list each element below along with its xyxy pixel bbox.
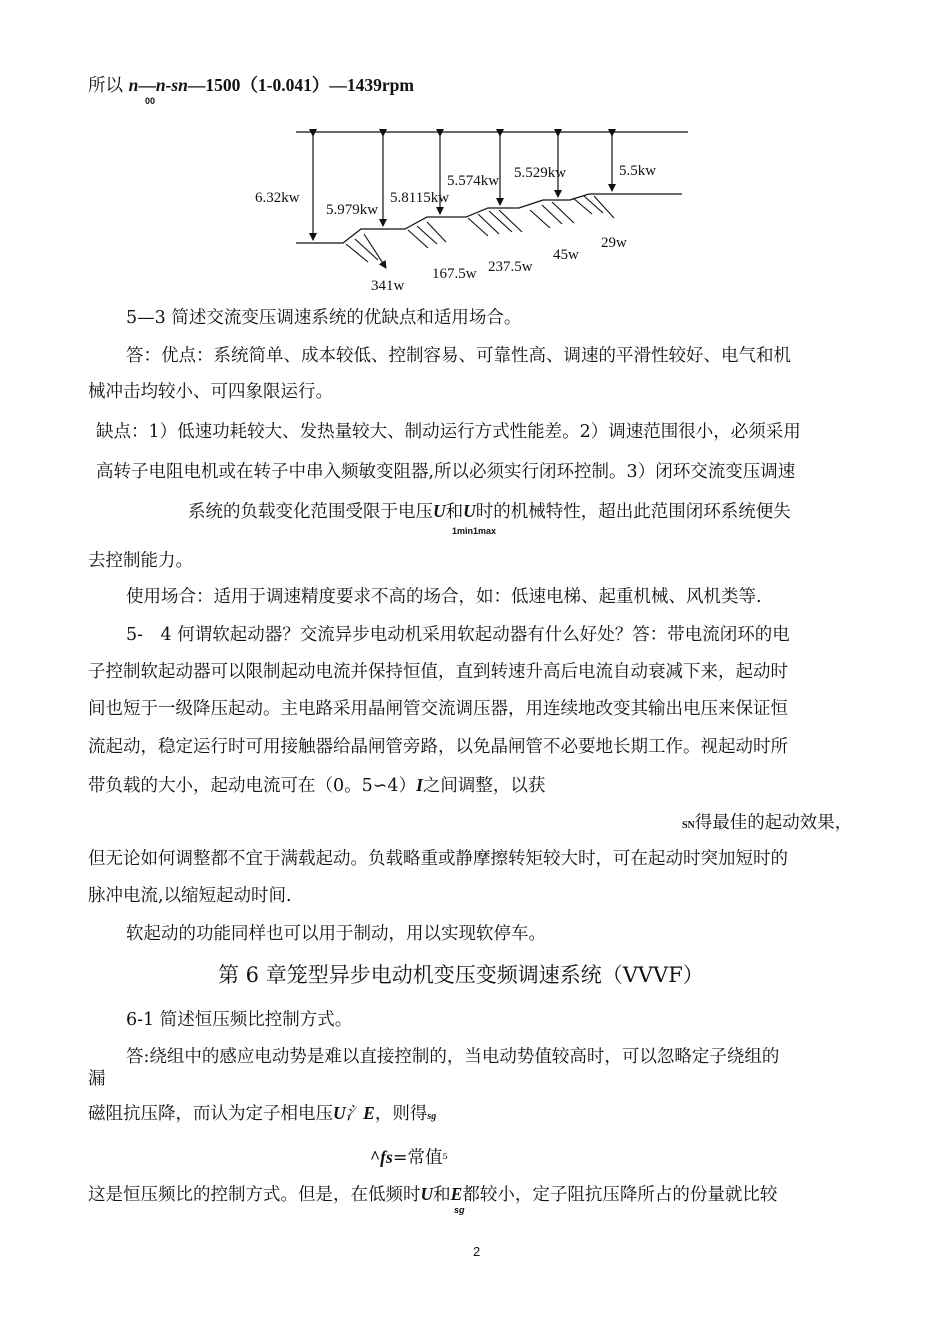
chapter-6-heading: 第 6 章笼型异步电动机变压变频调速系统（VVVF） (218, 963, 704, 987)
ans3-u: U (333, 1103, 346, 1123)
q61-answer-line-1: 答:绕组中的感应电动势是难以直接控制的，当电动势值较高时，可以忽略定子绕组的 (126, 1047, 780, 1067)
formula-minus: - (165, 75, 172, 95)
loss-arrows-29w (573, 196, 614, 218)
label-341w: 341w (371, 278, 405, 294)
dis3-u2: U (463, 501, 476, 521)
page-number: 2 (473, 1244, 481, 1259)
q54-line-5 (88, 773, 545, 798)
label-29w: 29w (601, 235, 627, 251)
label-237.5w: 237.5w (488, 259, 533, 275)
ans3-text-a: 磁阻抗压降，而认为定子相电压 (88, 1104, 333, 1124)
q61-formula (370, 1145, 448, 1172)
formula-sn: sn (171, 75, 188, 95)
q54-line-2: 子控制软起动器可以限制起动电流并保持恒值，直到转速升高后电流自动衰减下来，起动时 (88, 662, 788, 682)
q53-usage: 使用场合：适用于调速精度要求不高的场合，如：低速电梯、起重机械、风机类等. (126, 587, 762, 607)
q54-line5-text-a: 带负载的大小，起动电流可在（0。5∽4） (88, 776, 417, 796)
formula-fs: fs (380, 1147, 393, 1167)
formula-n: n (128, 75, 139, 95)
last-and: 和 (433, 1185, 451, 1205)
loss-arrows-167.5w (408, 222, 446, 248)
dis3-text-c: 时的机械特性，超出此范围闭环系统便失 (475, 502, 791, 522)
label-45w: 45w (553, 247, 579, 263)
q61-title: 6-1 简述恒压频比控制方式。 (126, 1010, 353, 1030)
last-subscript: sg (454, 1205, 465, 1215)
q61-answer-line-2: 漏 (88, 1069, 106, 1089)
label-5.8115kw: 5.8115kw (390, 190, 450, 206)
q54-line6-text: 得最佳的起动效果， (694, 813, 853, 833)
label-5.529kw: 5.529kw (514, 165, 567, 181)
ans3-symbol: 氵 (345, 1104, 364, 1124)
q54-line6-subscript: SN (682, 820, 695, 831)
last-u: U (420, 1184, 434, 1204)
last-e: E (450, 1184, 463, 1204)
q53-disadvantages-line-1: 缺点：1）低速功耗较大、发热量较大、制动运行方式性能差。2）调速范围很小，必须采用 (96, 422, 801, 442)
q54-line-6 (682, 811, 852, 838)
formula-prefix: 所以 (88, 76, 129, 96)
q54-line-1: 5- 4 何谓软起动器？交流异步电动机采用软起动器有什么好处？答：带电流闭环的电 (126, 625, 790, 645)
q61-answer-line-3 (88, 1101, 436, 1129)
ans3-subscript: sg (427, 1111, 437, 1122)
formula-mark: ⁵ (442, 1152, 448, 1167)
formula-result: —1500（1-0.041）—1439rpm (187, 75, 414, 95)
label-6.32kw: 6.32kw (255, 190, 300, 206)
q53-answer-line-2: 械冲击均较小、可四象限运行。 (88, 382, 333, 402)
last-text-a: 这是恒压频比的控制方式。但是，在低频时 (88, 1185, 421, 1205)
power-flow-diagram (0, 120, 950, 420)
label-5.979kw: 5.979kw (326, 202, 379, 218)
formula-constant: =常值 (392, 1148, 443, 1168)
q53-disadvantages-line-4: 去控制能力。 (88, 551, 193, 571)
q54-line5-text-b: 之间调整，以获 (422, 776, 546, 796)
q54-line5-i: I (416, 775, 423, 795)
q53-title: 5—3 简述交流变压调速系统的优缺点和适用场合。 (126, 308, 522, 328)
loss-arrows-45w (530, 202, 574, 228)
q54-line-8: 脉冲电流,以缩短起动时间. (88, 886, 292, 906)
formula-subscript: 00 (145, 96, 156, 106)
last-text-c: 都较小，定子阻抗压降所占的份量就比较 (462, 1185, 778, 1205)
loss-arrows-237.5w (468, 210, 522, 236)
ans3-e: E (363, 1103, 375, 1123)
label-167.5w: 167.5w (432, 266, 477, 282)
q54-line-7: 但无论如何调整都不宜于满载起动。负载略重或静摩擦转矩较大时，可在起动时突加短时的 (88, 849, 788, 869)
label-5.5kw: 5.5kw (619, 163, 657, 179)
dis3-and: 和 (445, 502, 464, 522)
loss-arrows-341w (346, 234, 386, 268)
formula-n0: n (155, 75, 166, 95)
dis3-subscript: 1min1max (452, 526, 497, 536)
ans3-text-b: ，则得 (374, 1104, 428, 1124)
formula-caret: ^ (370, 1147, 381, 1167)
dis3-u1: U (433, 501, 446, 521)
dis3-text-a: 系统的负载变化范围受限于电压 (188, 502, 433, 522)
q53-disadvantages-line-3 (188, 499, 791, 524)
q53-answer-line-1: 答：优点：系统简单、成本较低、控制容易、可靠性高、调速的平滑性较好、电气和机 (126, 346, 791, 366)
label-5.574kw: 5.574kw (447, 173, 500, 189)
q53-disadvantages-line-2: 高转子电阻电机或在转子中串入频敏变阻器,所以必须实行闭环控制。3）闭环交流变压调速 (96, 462, 796, 482)
q54-line-4: 流起动，稳定运行时可用接触器给晶闸管旁路，以免晶闸管不必要地长期工作。视起动时所 (88, 737, 788, 757)
formula-line (88, 73, 414, 98)
q54-line-3: 间也短于一级降压起动。主电路采用晶闸管交流调压器，用连续地改变其输出电压来保证恒 (88, 699, 788, 719)
formula-dash: — (138, 75, 156, 95)
q61-answer-last-line (88, 1182, 777, 1207)
q54-line-9: 软起动的功能同样也可以用于制动，用以实现软停车。 (126, 924, 546, 944)
